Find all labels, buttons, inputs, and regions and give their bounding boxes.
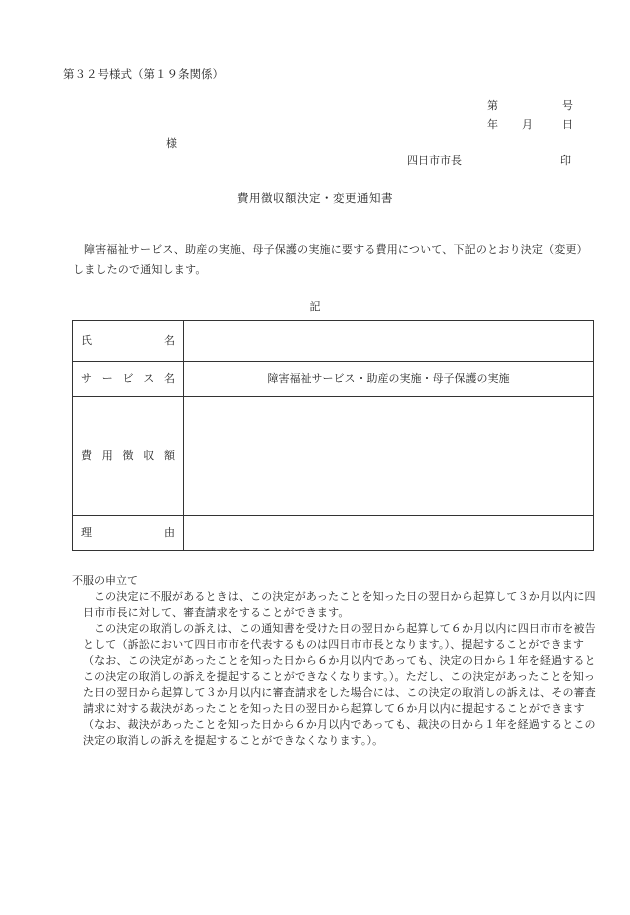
appeal-paragraph-lawsuit: この決定の取消しの訴えは、この通知書を受けた日の翌日から起算して６か月以内に四日市市を被告として（訴訟において四日市市を代表するものは四日市市長となります。）、提起することができます（なお、この決定があったことを知った日から６か月以内であっても、決定の日から１年を経過するとこの決定の取消しの訴えを提起することができなくなります。）。ただし、この決定があったことを知った日の翌日から起算して３か月以内に審査請求をした場合には、この決定の取消しの訴えは、その審査請求に対する裁決があったことを知った日の翌日から起算して６か月以内に提起することができます（なお、裁決があったことを知った日から６か月以内であっても、裁決の日から１年を経過するとこの決定の取消しの訴えを提起することができなくなります。）。 (83, 622, 596, 747)
reason-value (184, 516, 594, 551)
recipient-honorific: 様 (166, 137, 177, 150)
issuer-name: 四日市市長 (407, 154, 462, 167)
appeal-heading: 不服の申立て (72, 574, 138, 587)
name-label: 氏名 (73, 321, 184, 362)
record-heading: 記 (309, 300, 321, 313)
fee-value (184, 397, 594, 516)
body-paragraph: 障害福祉サービス、助産の実施、母子保護の実施に要する費用について、下記のとおり決定（変更）しましたので通知します。 (73, 243, 588, 276)
document-number-label: 第 (487, 99, 498, 112)
table-row-fee (73, 397, 594, 516)
reason-label: 理由 (73, 516, 184, 551)
fee-label: 費用徴収額 (73, 397, 184, 516)
table-row-name (73, 321, 594, 362)
document-number-suffix: 号 (562, 99, 573, 112)
appeal-section (72, 573, 602, 749)
form-number: 第３２号様式（第１９条関係） (63, 67, 224, 81)
document-title: 費用徴収額決定・変更通知書 (237, 191, 393, 205)
details-table (72, 320, 594, 551)
name-value (184, 321, 594, 362)
date-year-label: 年 (487, 118, 498, 131)
table-row-service (73, 362, 594, 397)
service-label: サービス名 (73, 362, 184, 397)
table-row-reason (73, 516, 594, 551)
appeal-paragraph-review: この決定に不服があるときは、この決定があったことを知った日の翌日から起算して３か月以内に四日市市長に対して、審査請求をすることができます。 (83, 590, 596, 619)
service-value: 障害福祉サービス・助産の実施・母子保護の実施 (184, 362, 594, 397)
date-day-label: 日 (562, 118, 573, 131)
seal-mark: 印 (560, 154, 571, 167)
date-month-label: 月 (522, 118, 533, 131)
